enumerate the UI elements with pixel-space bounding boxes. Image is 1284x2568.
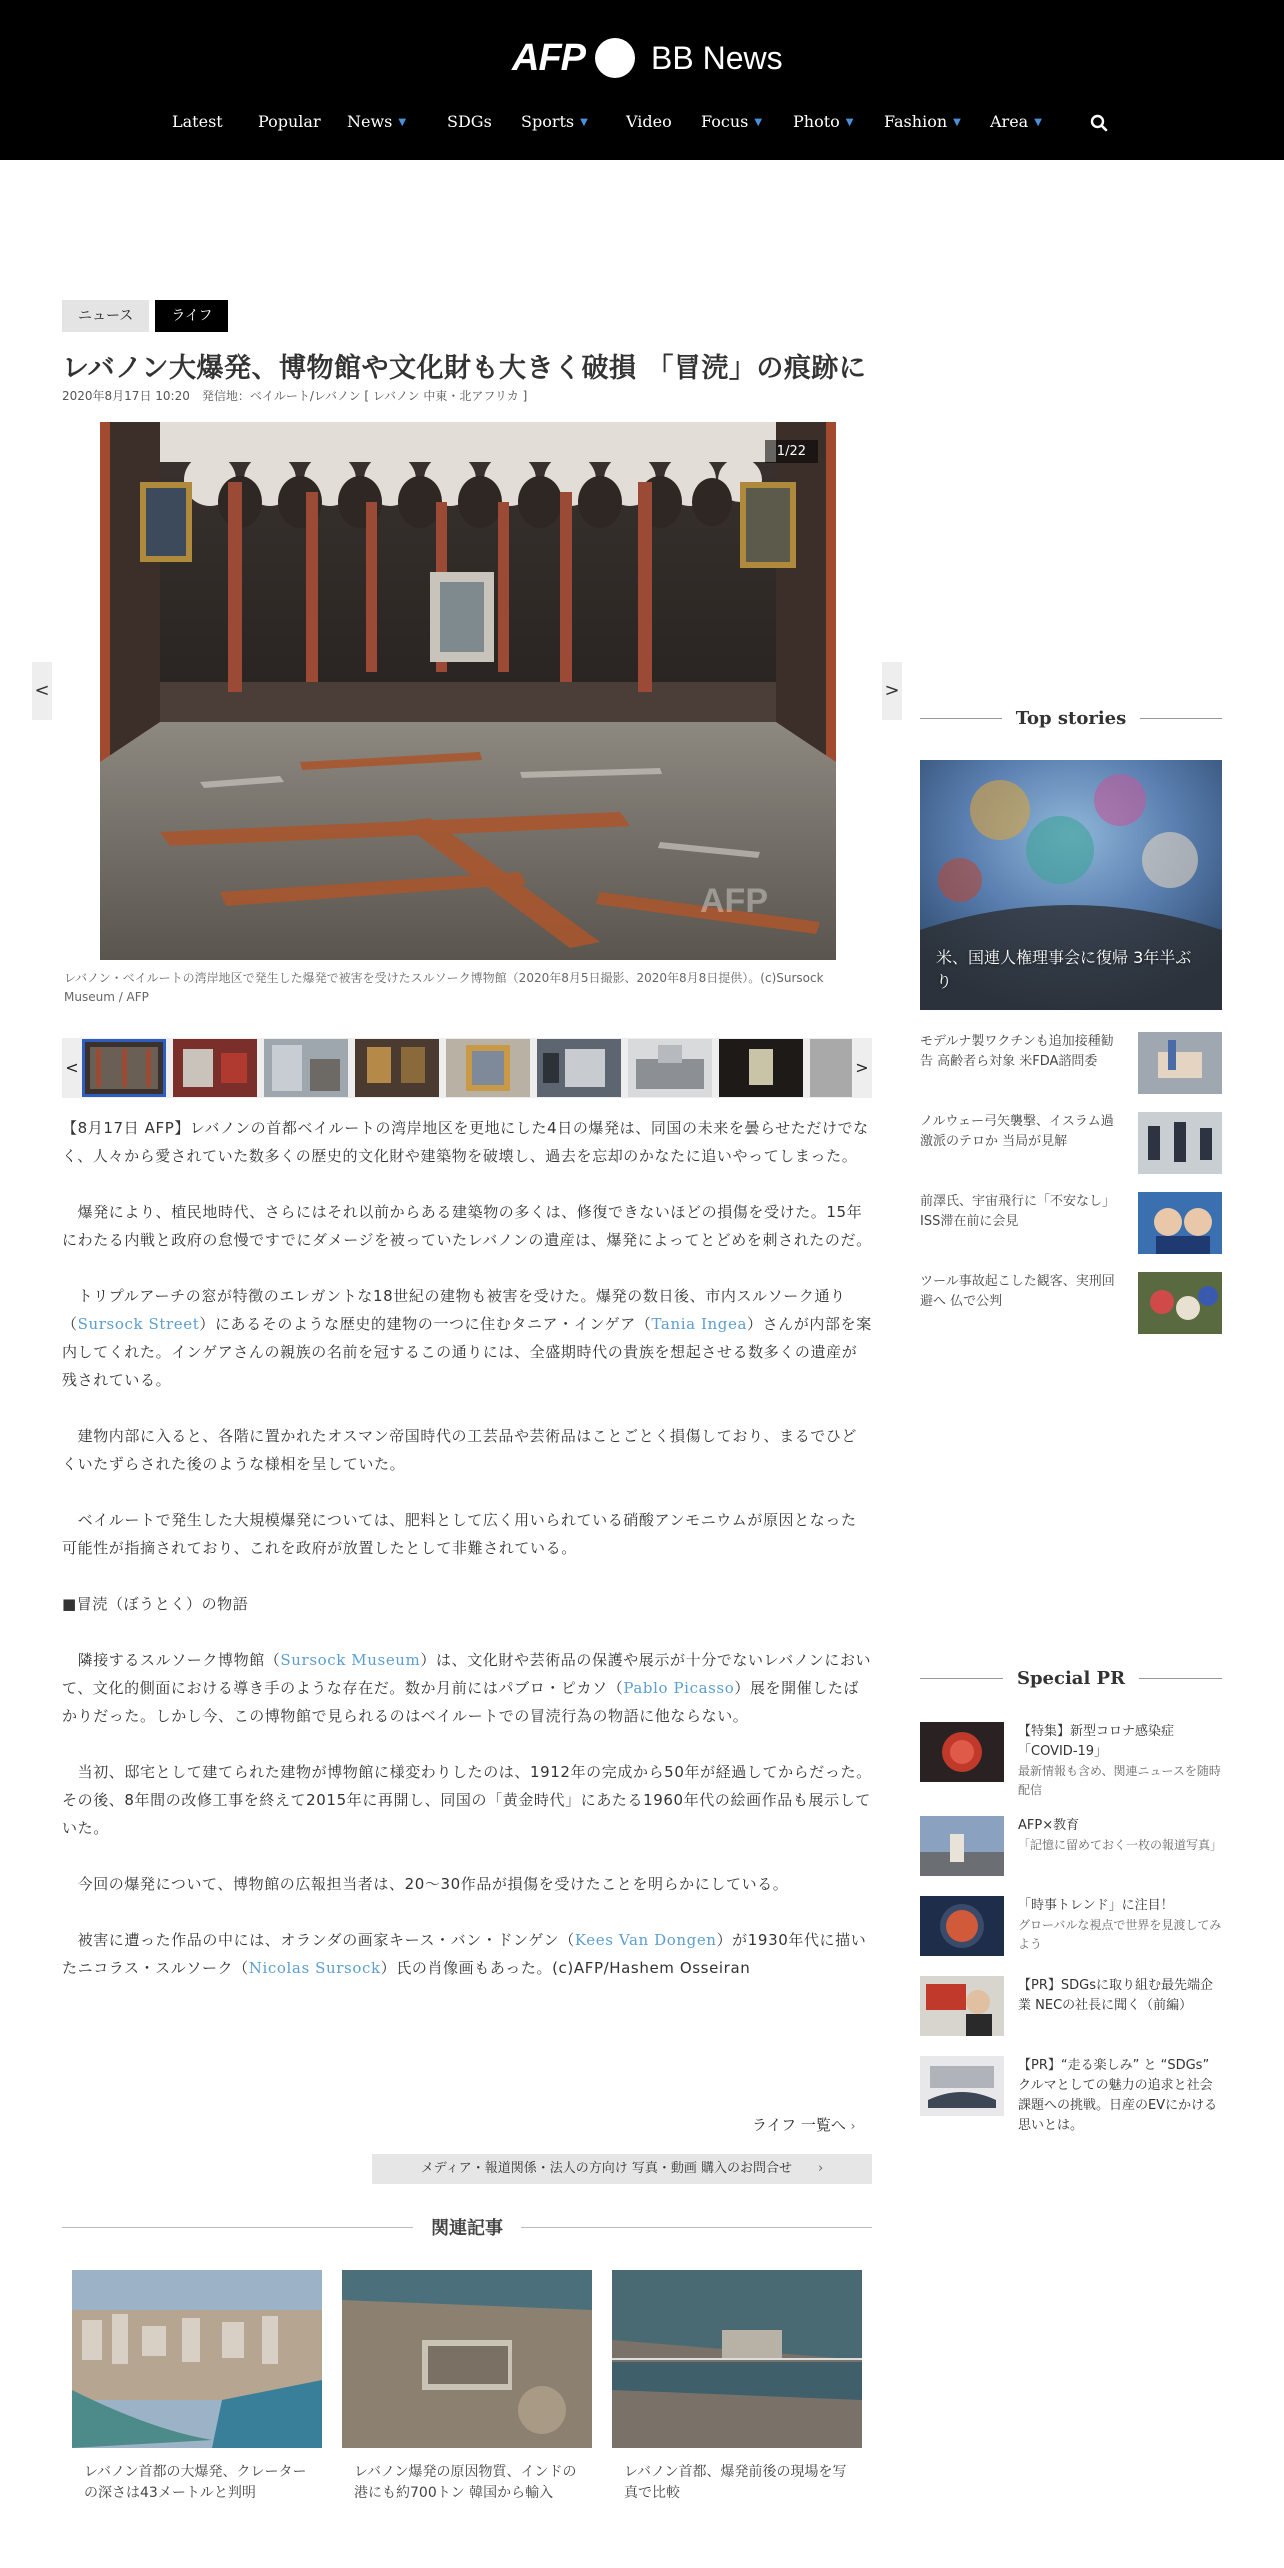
special-pr-item[interactable] [920, 2056, 1222, 2133]
article-body [62, 1114, 872, 2010]
top-story-item[interactable] [920, 1192, 1222, 1254]
special-pr-subtitle: 「記憶に留めておく一枚の報道写真」 [1018, 1838, 1223, 1852]
related-article-image [342, 2270, 592, 2448]
chevron-right-icon: › [850, 2119, 856, 2133]
article-paragraph: ベイルートで発生した大規模爆発については、肥料として広く用いられている硝酸アンモニウムが原因となった可能性が指摘されており、これを政府が放置したとして非難されている。 [62, 1511, 857, 1557]
logo-circle-icon [595, 38, 635, 78]
nav-item-news[interactable]: News ▼ [347, 112, 407, 131]
link-sursock-street[interactable]: Sursock Street [77, 1315, 200, 1333]
article-paragraph: 爆発により、植民地時代、さらにはそれ以前からある建築物の多くは、修復できないほどの損傷を受けた。15年にわたる内戦と政府の怠慢ですでにダメージを被っていたレバノンの遺産は、爆発によってとどめを刺されたのだ。 [62, 1203, 872, 1249]
category-tags [62, 300, 228, 332]
top-story-item[interactable] [920, 1272, 1222, 1334]
photo-next-button[interactable]: > [882, 662, 902, 720]
link-kees-van-dongen[interactable]: Kees Van Dongen [574, 1931, 717, 1949]
top-story-feature-title: 米、国連人権理事会に復帰 3年半ぶり [936, 948, 1192, 991]
top-story-title: 前澤氏、宇宙飛行に「不安なし」 ISS滞在前に会見 [920, 1194, 1116, 1229]
special-pr-heading: Special PR [920, 1666, 1222, 1690]
chevron-right-icon: › [818, 2161, 824, 2176]
article-paragraph: トリプルアーチの窓が特徴のエレガントな18世紀の建物も被害を受けた。爆発の数日後、市内スルソーク通り（Sursock Street）にあるそのような歴史的建物の一つに住むタニア・インゲア（Tania Ingea）さんが内部を案内してくれた。インゲアさんの親族の名前を冠するこの通りには、全盛期時代の貴族を想起させる数多くの遺産が残されている。 [62, 1287, 872, 1389]
top-stories-heading: Top stories [920, 706, 1222, 730]
top-story-item[interactable] [920, 1032, 1222, 1094]
tag-life[interactable]: ライフ [155, 300, 228, 332]
thumbs-prev-button[interactable]: < [65, 1058, 79, 1077]
logo-bbnews-text: BB News [651, 39, 783, 76]
top-story-image [1138, 1032, 1222, 1094]
special-pr-subtitle: 最新情報も含め、関連ニュースを随時配信 [1018, 1764, 1221, 1797]
main-photo[interactable] [100, 422, 836, 960]
article-paragraph: 建物内部に入ると、各階に置かれたオスマン帝国時代の工芸品や芸術品はことごとく損傷しており、まるでひどくいたずらされた後のような様相を呈していた。 [62, 1427, 858, 1473]
afpbb-logo[interactable] [512, 34, 783, 82]
article-title: レバノン大爆発、博物館や文化財も大きく破損 「冒涜」の痕跡に [62, 353, 867, 384]
related-article-card[interactable] [72, 2270, 322, 2504]
site-header [0, 0, 1284, 160]
museum-interior-photo [100, 422, 836, 960]
link-pablo-picasso[interactable]: Pablo Picasso [623, 1679, 735, 1697]
thumbnail[interactable] [173, 1039, 257, 1097]
related-article-card[interactable] [342, 2270, 592, 2504]
search-icon[interactable] [1090, 114, 1108, 132]
related-article-title: レバノン首都、爆発前後の現場を写真で比較 [624, 2464, 847, 2501]
nav-item-photo[interactable]: Photo ▼ [793, 112, 854, 131]
chevron-down-icon: ▼ [1034, 117, 1042, 128]
nav-item-sports[interactable]: Sports ▼ [521, 112, 588, 131]
top-story-image [1138, 1272, 1222, 1334]
chevron-down-icon: ▼ [845, 117, 854, 128]
tag-news[interactable]: ニュース [62, 300, 149, 332]
top-story-feature[interactable] [920, 760, 1222, 1010]
photo-prev-button[interactable]: < [32, 662, 52, 720]
special-pr-title: 【PR】SDGsに取り組む最先端企業 NECの社長に聞く（前編） [1018, 1978, 1213, 2013]
related-article-title: レバノン首都の大爆発、クレーターの深さは43メートルと判明 [84, 2464, 307, 2501]
chevron-down-icon: ▼ [754, 117, 763, 128]
special-pr-item[interactable] [920, 1976, 1222, 2038]
top-story-image [1138, 1112, 1222, 1174]
thumbnail[interactable] [810, 1039, 852, 1097]
thumbnail[interactable] [264, 1039, 348, 1097]
svg-text:AFP: AFP [700, 882, 768, 920]
special-pr-title: 「時事トレンド」に注目！ [1018, 1898, 1174, 1913]
special-pr-item[interactable] [920, 1816, 1222, 1878]
article-paragraph: 被害に遭った作品の中には、オランダの画家キース・バン・ドンゲン（Kees Van Dongen）が1930年代に描いたニコラス・スルソーク（Nicolas Sursock）氏の肖像画もあった。(c)AFP/Hashem Osseiran [62, 1931, 867, 1977]
article-paragraph: 隣接するスルソーク博物館（Sursock Museum）は、文化財や芸術品の保護や展示が十分でないレバノンにおいて、文化的側面における導き手のような存在だ。数か月前にはパブロ・ピカソ（Pablo Picasso）展を開催したばかりだった。しかし今、この博物館で見られるのはベイルートでの冒涜行為の物語に他ならない。 [62, 1651, 872, 1725]
special-pr-image [920, 1722, 1004, 1782]
article-subheading: ■冒涜（ぼうとく）の物語 [62, 1595, 249, 1613]
chevron-down-icon: ▼ [953, 117, 961, 128]
chevron-down-icon: ▼ [580, 117, 588, 128]
article-paragraph: 今回の爆発について、博物館の広報担当者は、20～30作品が損傷を受けたことを明らかにしている。 [62, 1875, 789, 1893]
special-pr-image [920, 1976, 1004, 2036]
thumbnail[interactable] [719, 1039, 803, 1097]
photo-caption: レバノン・ベイルートの湾岸地区で発生した爆発で被害を受けたスルソーク博物館（2020年8月5日撮影、2020年8月8日提供）。(c)Sursock Museum / AFP [64, 971, 824, 1004]
article-paragraph: 【8月17日 AFP】レバノンの首都ベイルートの湾岸地区を更地にした4日の爆発は、同国の未来を曇らせただけでなく、人々から愛されていた数多くの歴史的文化財や建築物を破壊し、過去を忘却のかなたに追いやってしまった。 [62, 1119, 869, 1165]
nav-item-popular[interactable]: Popular [258, 112, 321, 131]
top-story-item[interactable] [920, 1112, 1222, 1174]
top-story-title: ノルウェー弓矢襲撃、イスラム過激派のテロか 当局が見解 [920, 1114, 1114, 1149]
link-sursock-museum[interactable]: Sursock Museum [280, 1651, 421, 1669]
special-pr-image [920, 1896, 1004, 1956]
top-story-image [1138, 1192, 1222, 1254]
photo-counter: 1/22 [765, 440, 818, 463]
chevron-down-icon: ▼ [398, 117, 407, 128]
related-article-card[interactable] [612, 2270, 862, 2504]
thumbnail[interactable] [628, 1039, 712, 1097]
special-pr-image [920, 2056, 1004, 2116]
nav-item-video[interactable]: Video [626, 112, 672, 131]
special-pr-item[interactable] [920, 1896, 1222, 1958]
article-paragraph: 当初、邸宅として建てられた建物が博物館に様変わりしたのは、1912年の完成から50年が経過してからだった。その後、8年間の改修工事を終えて2015年に再開し、同国の「黄金時代」にあたる1960年代の絵画作品も展示していた。 [62, 1763, 872, 1837]
nav-item-area[interactable]: Area ▼ [990, 112, 1042, 131]
related-article-image [612, 2270, 862, 2448]
nav-item-sdgs[interactable]: SDGs [447, 112, 492, 131]
nav-item-latest[interactable]: Latest [172, 112, 223, 131]
special-pr-image [920, 1816, 1004, 1876]
life-list-link[interactable]: ライフ 一覧へ › [752, 2116, 856, 2134]
special-pr-title: 【特集】新型コロナ感染症「COVID-19」 [1018, 1724, 1175, 1759]
nav-item-fashion[interactable]: Fashion ▼ [884, 112, 961, 131]
link-nicolas-sursock[interactable]: Nicolas Sursock [248, 1959, 381, 1977]
thumbnail[interactable] [537, 1039, 621, 1097]
special-pr-title: 【PR】“走る楽しみ” と “SDGs” クルマとしての魅力の追求と社会課題への挑戦。日産のEVにかける思いとは。 [1018, 2058, 1218, 2133]
special-pr-subtitle: グローバルな視点で世界を見渡してみよう [1018, 1918, 1222, 1951]
nav-item-focus[interactable]: Focus ▼ [701, 112, 763, 131]
special-pr-item[interactable] [920, 1722, 1222, 1797]
related-heading: 関連記事 [62, 2212, 872, 2242]
thumbnail[interactable] [446, 1039, 530, 1097]
related-article-title: レバノン爆発の原因物質、インドの港にも約700トン 韓国から輸入 [354, 2464, 577, 2501]
media-inquiry-button[interactable]: メディア・報道関係・法人の方向け 写真・動画 購入のお問合せ › [372, 2154, 872, 2184]
thumbnail[interactable] [82, 1039, 166, 1097]
top-story-title: モデルナ製ワクチンも追加接種勧告 高齢者ら対象 米FDA諮問委 [920, 1034, 1114, 1069]
special-pr-title: AFP×教育 [1018, 1818, 1080, 1833]
logo-afp-text: AFP [512, 36, 585, 79]
top-story-title: ツール事故起こした観客、実刑回避へ 仏で公判 [920, 1274, 1115, 1309]
article-meta: 2020年8月17日 10:20 発信地：ベイルート/レバノン [ レバノン 中東・北アフリカ ] [62, 389, 528, 403]
link-tania-ingea[interactable]: Tania Ingea [651, 1315, 748, 1333]
thumbs-next-button[interactable]: > [855, 1058, 869, 1077]
thumbnail-strip [62, 1038, 872, 1098]
related-article-image [72, 2270, 322, 2448]
thumbnail[interactable] [355, 1039, 439, 1097]
